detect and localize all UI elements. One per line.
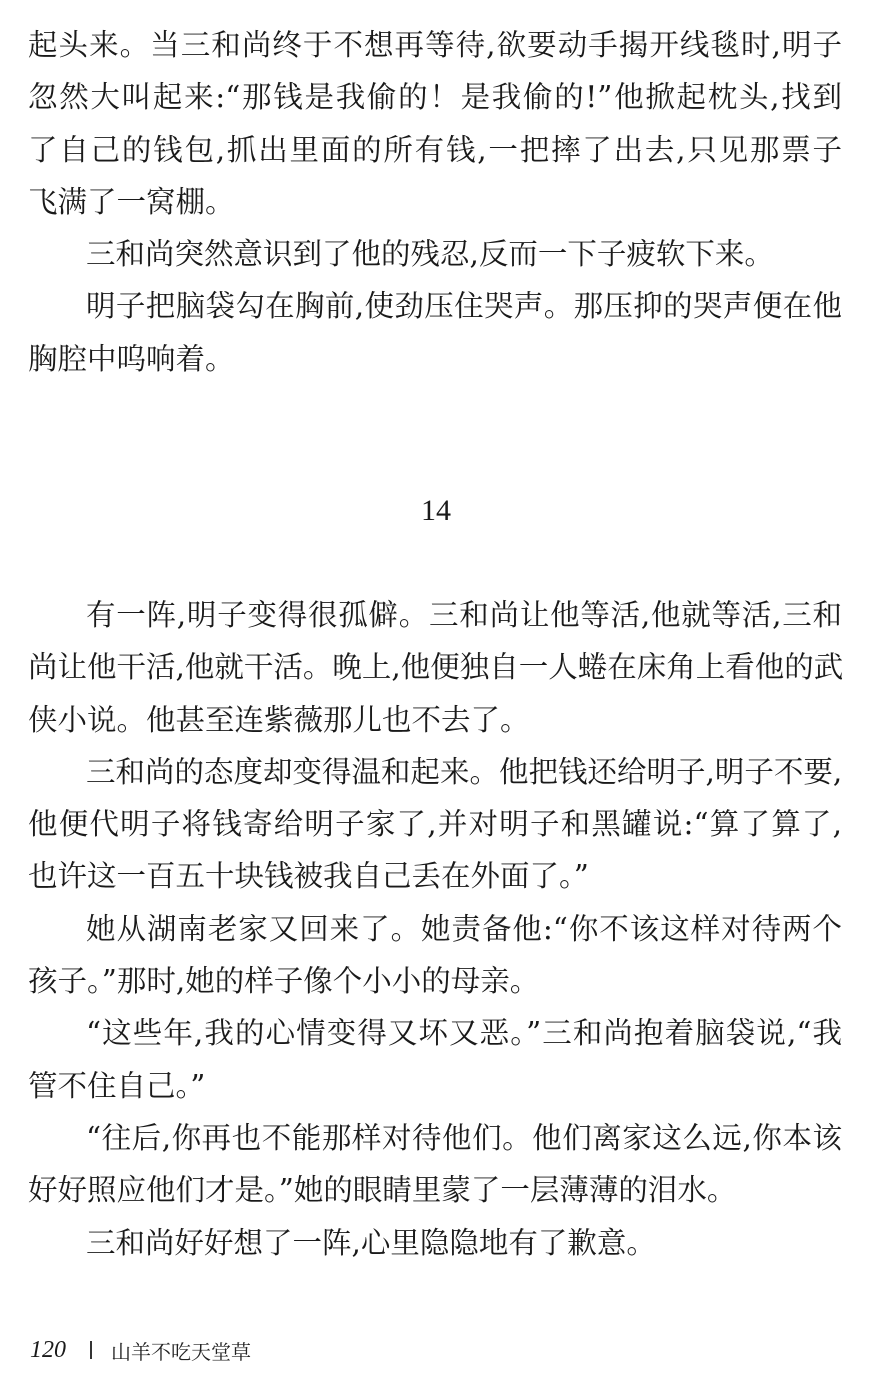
- paragraph-line: 她从湖南老家又回来了。她责备他:“你不该这样对待两个: [86, 911, 842, 946]
- chapter-number: 14: [421, 494, 451, 527]
- text-line: 侠小说。他甚至连紫薇那儿也不去了。: [28, 702, 530, 737]
- text-line: 尚让他干活,他就干活。晚上,他便独自一人蜷在床角上看他的武: [28, 650, 844, 685]
- text-line: 起头来。当三和尚终于不想再等待,欲要动手揭开线毯时,明子: [28, 28, 842, 62]
- text-line: 忽然大叫起来:“那钱是我偷的！是我偷的!”他掀起枕头,找到: [28, 80, 842, 115]
- page-footer: [30, 1333, 251, 1367]
- text-line: 也许这一百五十块钱被我自己丢在外面了。”: [28, 859, 589, 894]
- paragraph-line: 有一阵,明子变得很孤僻。三和尚让他等活,他就等活,三和: [86, 598, 842, 632]
- text-section-2: [28, 589, 842, 1269]
- text-line: 好好照应他们才是。”她的眼睛里蒙了一层薄薄的泪水。: [28, 1173, 737, 1208]
- text-section-1: [28, 19, 842, 385]
- text-line: 孩子。”那时,她的样子像个小小的母亲。: [28, 964, 540, 999]
- paragraph-line: 明子把脑袋勾在胸前,使劲压住哭声。那压抑的哭声便在他: [86, 289, 842, 324]
- book-title: 山羊不吃天堂草: [111, 1339, 251, 1364]
- text-line: 了自己的钱包,抓出里面的所有钱,一把摔了出去,只见那票子: [28, 132, 842, 167]
- paragraph-line: “往后,你再也不能那样对待他们。他们离家这么远,你本该: [86, 1120, 842, 1155]
- paragraph-line: 三和尚的态度却变得温和起来。他把钱还给明子,明子不要,: [86, 754, 843, 789]
- paragraph-line: “这些年,我的心情变得又坏又恶。”三和尚抱着脑袋说,“我: [86, 1016, 842, 1051]
- text-line: 飞满了一窝棚。: [28, 184, 235, 219]
- text-line: 胸腔中呜响着。: [28, 341, 235, 376]
- text-line: 管不住自己。”: [28, 1068, 206, 1103]
- page-number: 120: [30, 1336, 66, 1363]
- footer-divider: [90, 1341, 92, 1359]
- text-line: 他便代明子将钱寄给明子家了,并对明子和黑罐说:“算了算了,: [28, 807, 842, 842]
- paragraph-line: 三和尚好好想了一阵,心里隐隐地有了歉意。: [86, 1225, 656, 1260]
- paragraph-line: 三和尚突然意识到了他的残忍,反而一下子疲软下来。: [86, 237, 774, 272]
